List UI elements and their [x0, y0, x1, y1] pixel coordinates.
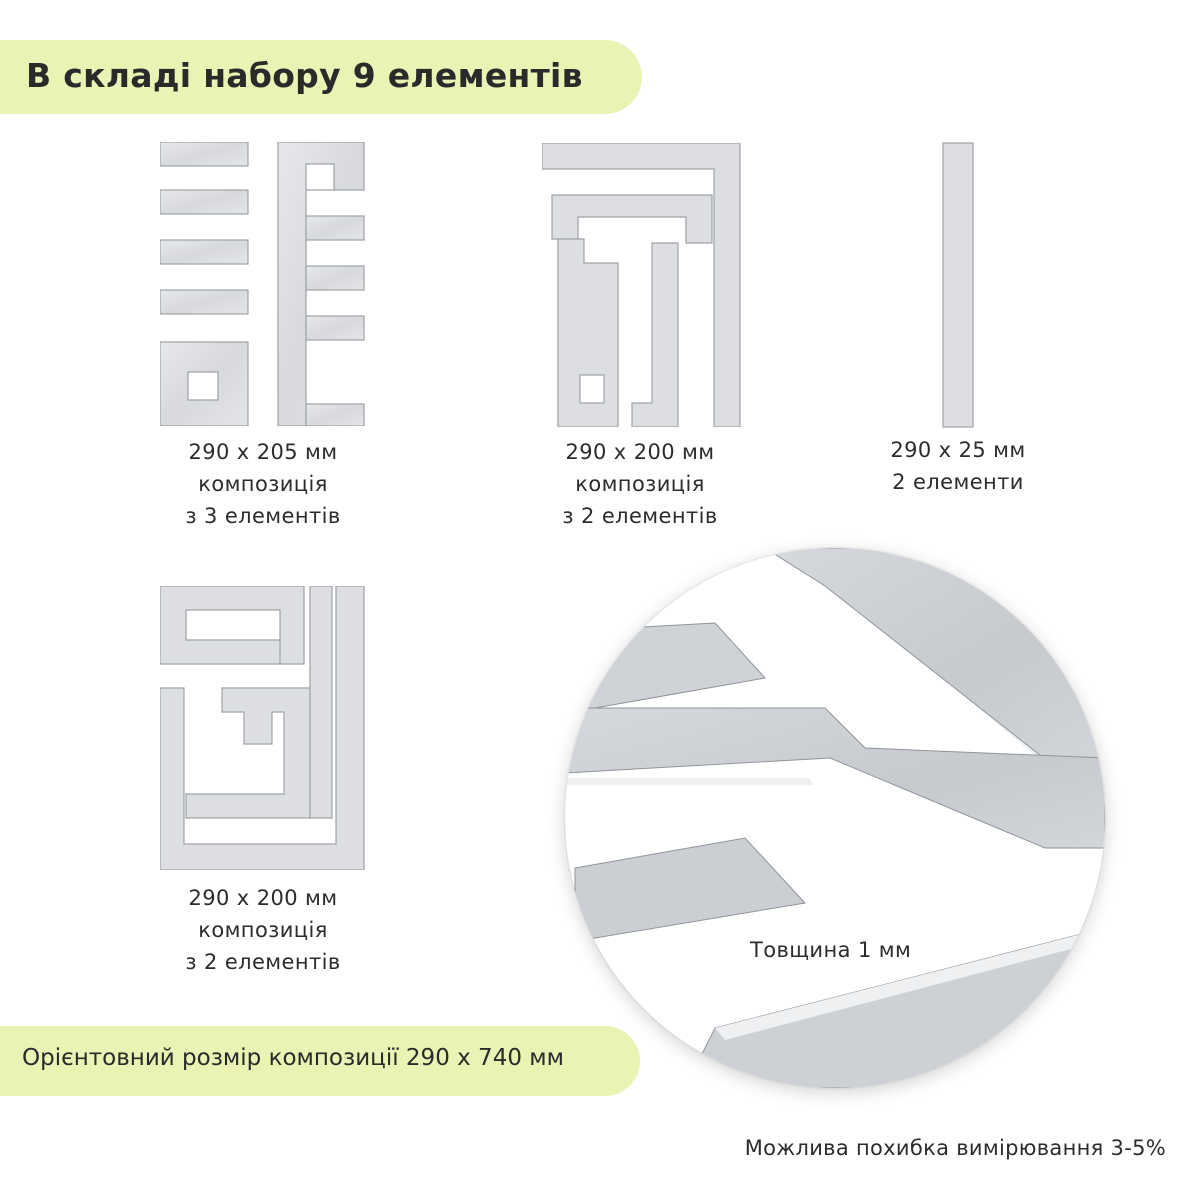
measurement-error-note: Можлива похибка вимірювання 3-5%	[744, 1136, 1166, 1160]
piece-3-count: 2 елементи	[892, 470, 1024, 494]
mirror-closeup-image	[565, 548, 1105, 1088]
piece-1-caption	[160, 436, 366, 532]
piece-4-caption	[160, 882, 366, 978]
piece-3-caption	[860, 434, 1056, 498]
thickness-label: Товщина 1 мм	[750, 938, 912, 962]
piece-2-caption	[540, 436, 740, 532]
piece-3-size: 290 x 25 мм	[890, 438, 1026, 462]
piece-4-type: композиція	[198, 918, 328, 942]
page-title: В складі набору 9 елементів	[26, 56, 583, 95]
piece-4-count: з 2 елементів	[185, 950, 341, 974]
piece-1-type: композиція	[198, 472, 328, 496]
mirror-piece-4	[160, 586, 366, 870]
piece-2-type: композиція	[575, 472, 705, 496]
composition-size-text: Орієнтовний розмір композиції 290 х 740 мм	[22, 1045, 564, 1071]
mirror-piece-2	[542, 143, 742, 427]
piece-2-count: з 2 елементів	[562, 504, 718, 528]
piece-2-size: 290 x 200 мм	[565, 440, 715, 464]
piece-1-count: з 3 елементів	[185, 504, 341, 528]
piece-4-size: 290 x 200 мм	[188, 886, 338, 910]
piece-1-size: 290 x 205 мм	[188, 440, 338, 464]
composition-size-banner	[0, 1026, 640, 1096]
thickness-zoom-circle	[565, 548, 1105, 1088]
mirror-piece-1	[160, 142, 366, 426]
mirror-piece-3	[942, 142, 974, 428]
title-banner	[0, 40, 642, 114]
